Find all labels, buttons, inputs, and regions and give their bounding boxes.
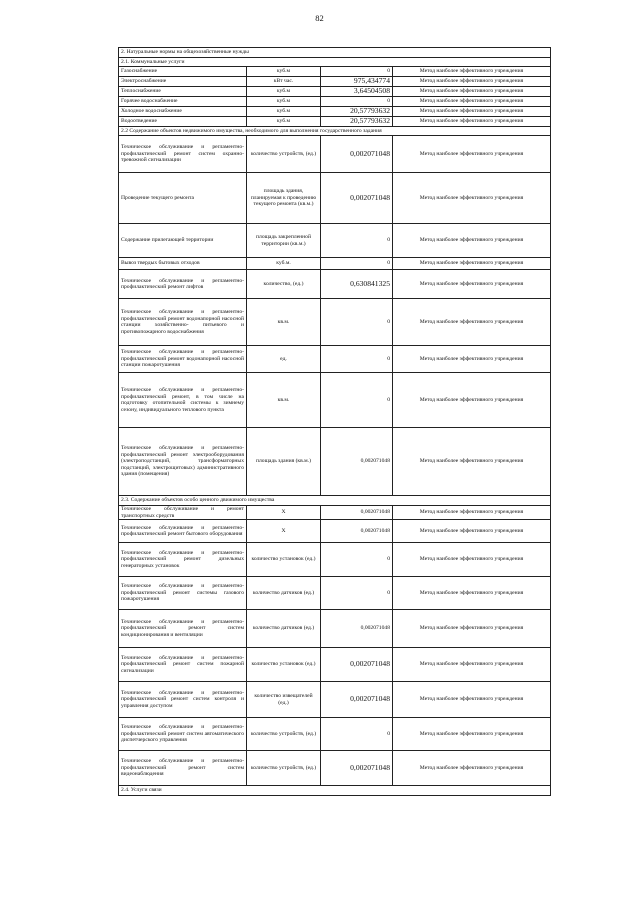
row-name: Техническое обслуживание и регламентно- профилактический ремонт водонапорной насосной станции хозяйственно- питьевого и противопожарного водоснабжения — [119, 299, 247, 346]
row-name: Техническое обслуживание и регламентно- профилактический ремонт систем контроля и управления доступом — [119, 682, 247, 718]
row-value: 0 — [321, 543, 393, 577]
row-name: Техническое обслуживание и регламентно- профилактический ремонт лифтов — [119, 270, 247, 299]
row-name: Водоотведение — [119, 117, 247, 127]
row-name: Техническое обслуживание и регламентно- профилактический ремонт систем охранно- тревожной сигнализации — [119, 136, 247, 173]
row-unit: ед. — [247, 346, 321, 373]
section-title-2-1: 2.1. Коммунальные услуги — [119, 58, 551, 67]
row-name: Содержание прилегающей территории — [119, 224, 247, 258]
row-method: Метод наиболее эффективного учреждения — [393, 299, 551, 346]
row-name: Техническое обслуживание и регламентно- профилактический ремонт бытового оборудования — [119, 520, 247, 543]
row-unit: количество устройств, (ед.) — [247, 718, 321, 751]
section-header-row — [119, 48, 551, 58]
row-unit: количество устройств, (ед.) — [247, 751, 321, 786]
row-name: Техническое обслуживание и регламентно- профилактический ремонт, в том числе на подготовку отопительной системы к зимнему сезону, индивидуального теплового пункта — [119, 373, 247, 428]
table-row — [119, 87, 551, 97]
row-method: Метод наиболее эффективного учреждения — [393, 173, 551, 224]
section-header-row — [119, 58, 551, 67]
table-row — [119, 751, 551, 786]
section-title-2: 2. Натуральные нормы на общехозяйственные нужды — [119, 48, 551, 58]
row-method: Метод наиболее эффективного учреждения — [393, 543, 551, 577]
row-value: 20,57793632 — [321, 117, 393, 127]
table-row — [119, 77, 551, 87]
row-value: 0 — [321, 67, 393, 77]
row-method: Метод наиболее эффективного учреждения — [393, 136, 551, 173]
row-unit: количество установок (ед.) — [247, 648, 321, 682]
row-value: 0,002071048 — [321, 610, 393, 648]
row-method: Метод наиболее эффективного учреждения — [393, 87, 551, 97]
table-row — [119, 258, 551, 270]
section-header-row — [119, 496, 551, 506]
table-row — [119, 346, 551, 373]
row-unit: площадь закрепленной территории (кв.м.) — [247, 224, 321, 258]
row-name: Теплоснабжение — [119, 87, 247, 97]
section-title-2-3: 2.3. Содержание объектов особо ценного движимого имущества — [119, 496, 551, 506]
row-name: Техническое обслуживание и регламентно- профилактический ремонт дизельных генераторных установок — [119, 543, 247, 577]
row-unit: X — [247, 520, 321, 543]
row-name: Техническое обслуживание и ремонт транспортных средств — [119, 506, 247, 520]
row-unit: куб.м — [247, 67, 321, 77]
row-method: Метод наиболее эффективного учреждения — [393, 682, 551, 718]
row-value: 0,002071048 — [321, 751, 393, 786]
row-value: 3,64504508 — [321, 87, 393, 97]
table-row — [119, 107, 551, 117]
row-unit: количество, (ед.) — [247, 270, 321, 299]
table-row — [119, 373, 551, 428]
row-value: 0 — [321, 299, 393, 346]
row-name: Техническое обслуживание и регламентно- профилактический ремонт систем видеонаблюдения — [119, 751, 247, 786]
table-row — [119, 117, 551, 127]
table-row — [119, 682, 551, 718]
row-unit: площадь здания (кв.м.) — [247, 428, 321, 496]
row-value: 0,002071048 — [321, 648, 393, 682]
row-method: Метод наиболее эффективного учреждения — [393, 97, 551, 107]
table-row — [119, 299, 551, 346]
table-row — [119, 577, 551, 610]
section-header-row — [119, 786, 551, 796]
row-unit: кв.м. — [247, 373, 321, 428]
row-method: Метод наиболее эффективного учреждения — [393, 346, 551, 373]
row-value: 0,002071048 — [321, 136, 393, 173]
row-value: 0 — [321, 224, 393, 258]
row-value: 0,002071048 — [321, 506, 393, 520]
table-row — [119, 173, 551, 224]
section-header-row — [119, 127, 551, 136]
row-unit: куб.м — [247, 87, 321, 97]
row-name: Электроснабжение — [119, 77, 247, 87]
row-method: Метод наиболее эффективного учреждения — [393, 77, 551, 87]
row-name: Газоснабжение — [119, 67, 247, 77]
table-row — [119, 520, 551, 543]
row-method: Метод наиболее эффективного учреждения — [393, 751, 551, 786]
norms-table — [118, 47, 551, 796]
row-unit: куб.м — [247, 97, 321, 107]
row-value: 0,002071048 — [321, 682, 393, 718]
row-name: Горячее водоснабжение — [119, 97, 247, 107]
section-title-2-4: 2.4. Услуги связи — [119, 786, 551, 796]
row-value: 975,434774 — [321, 77, 393, 87]
row-unit: кв.м. — [247, 299, 321, 346]
row-value: 0 — [321, 718, 393, 751]
row-unit: количество датчиков (ед.) — [247, 610, 321, 648]
table-row — [119, 718, 551, 751]
table-row — [119, 428, 551, 496]
row-method: Метод наиболее эффективного учреждения — [393, 373, 551, 428]
section-title-2-2: 2.2 Содержание объектов недвижимого имущества, необходимого для выполнения государственного задания — [119, 127, 551, 136]
row-unit: площадь здания, планируемая к проведению текущего ремонта (кв.м.) — [247, 173, 321, 224]
row-method: Метод наиболее эффективного учреждения — [393, 577, 551, 610]
row-method: Метод наиболее эффективного учреждения — [393, 117, 551, 127]
row-method: Метод наиболее эффективного учреждения — [393, 520, 551, 543]
table-row — [119, 543, 551, 577]
row-value: 0 — [321, 97, 393, 107]
row-name: Техническое обслуживание и регламентно- профилактический ремонт системы газового пожаротушения — [119, 577, 247, 610]
table-row — [119, 136, 551, 173]
row-name: Техническое обслуживание и регламентно- профилактический ремонт систем кондиционирования и вентиляции — [119, 610, 247, 648]
row-method: Метод наиболее эффективного учреждения — [393, 428, 551, 496]
row-value: 0 — [321, 577, 393, 610]
row-method: Метод наиболее эффективного учреждения — [393, 107, 551, 117]
row-unit: количество датчиков (ед.) — [247, 577, 321, 610]
row-name: Техническое обслуживание и регламентно- профилактический ремонт электрооборудования (электроподстанций, трансформаторных подстанций, электрощитовых) административного здания (помещения) — [119, 428, 247, 496]
row-unit: кВт час. — [247, 77, 321, 87]
row-unit: куб.м. — [247, 258, 321, 270]
row-name: Техническое обслуживание и регламентно- профилактический ремонт систем пожарной сигнализации — [119, 648, 247, 682]
row-unit: количество извещателей (ед.) — [247, 682, 321, 718]
row-method: Метод наиболее эффективного учреждения — [393, 67, 551, 77]
row-value: 0,002071048 — [321, 520, 393, 543]
table-row — [119, 648, 551, 682]
row-unit: X — [247, 506, 321, 520]
row-method: Метод наиболее эффективного учреждения — [393, 224, 551, 258]
row-unit: количество устройств, (ед.) — [247, 136, 321, 173]
row-method: Метод наиболее эффективного учреждения — [393, 270, 551, 299]
row-value: 0 — [321, 258, 393, 270]
row-name: Холодное водоснабжение — [119, 107, 247, 117]
row-unit: куб.м — [247, 107, 321, 117]
row-name: Проведение текущего ремонта — [119, 173, 247, 224]
table-row — [119, 610, 551, 648]
row-value: 0 — [321, 373, 393, 428]
row-method: Метод наиболее эффективного учреждения — [393, 648, 551, 682]
table-row — [119, 506, 551, 520]
row-value: 0,002071048 — [321, 173, 393, 224]
row-value: 0,630841325 — [321, 270, 393, 299]
row-method: Метод наиболее эффективного учреждения — [393, 610, 551, 648]
row-value: 0 — [321, 346, 393, 373]
table-row — [119, 97, 551, 107]
table-row — [119, 67, 551, 77]
row-value: 0,002071048 — [321, 428, 393, 496]
row-name: Техническое обслуживание и регламентно- профилактический ремонт водонапорной насосной станции пожаротушения — [119, 346, 247, 373]
row-name: Вывоз твердых бытовых отходов — [119, 258, 247, 270]
row-unit: количество установок (ед.) — [247, 543, 321, 577]
row-method: Метод наиболее эффективного учреждения — [393, 718, 551, 751]
page-number: 82 — [315, 13, 324, 23]
row-name: Техническое обслуживание и регламентно- профилактический ремонт систем автоматического диспетчерского управления — [119, 718, 247, 751]
table-row — [119, 270, 551, 299]
table-row — [119, 224, 551, 258]
row-method: Метод наиболее эффективного учреждения — [393, 506, 551, 520]
row-value: 20,57793632 — [321, 107, 393, 117]
row-method: Метод наиболее эффективного учреждения — [393, 258, 551, 270]
row-unit: куб.м — [247, 117, 321, 127]
